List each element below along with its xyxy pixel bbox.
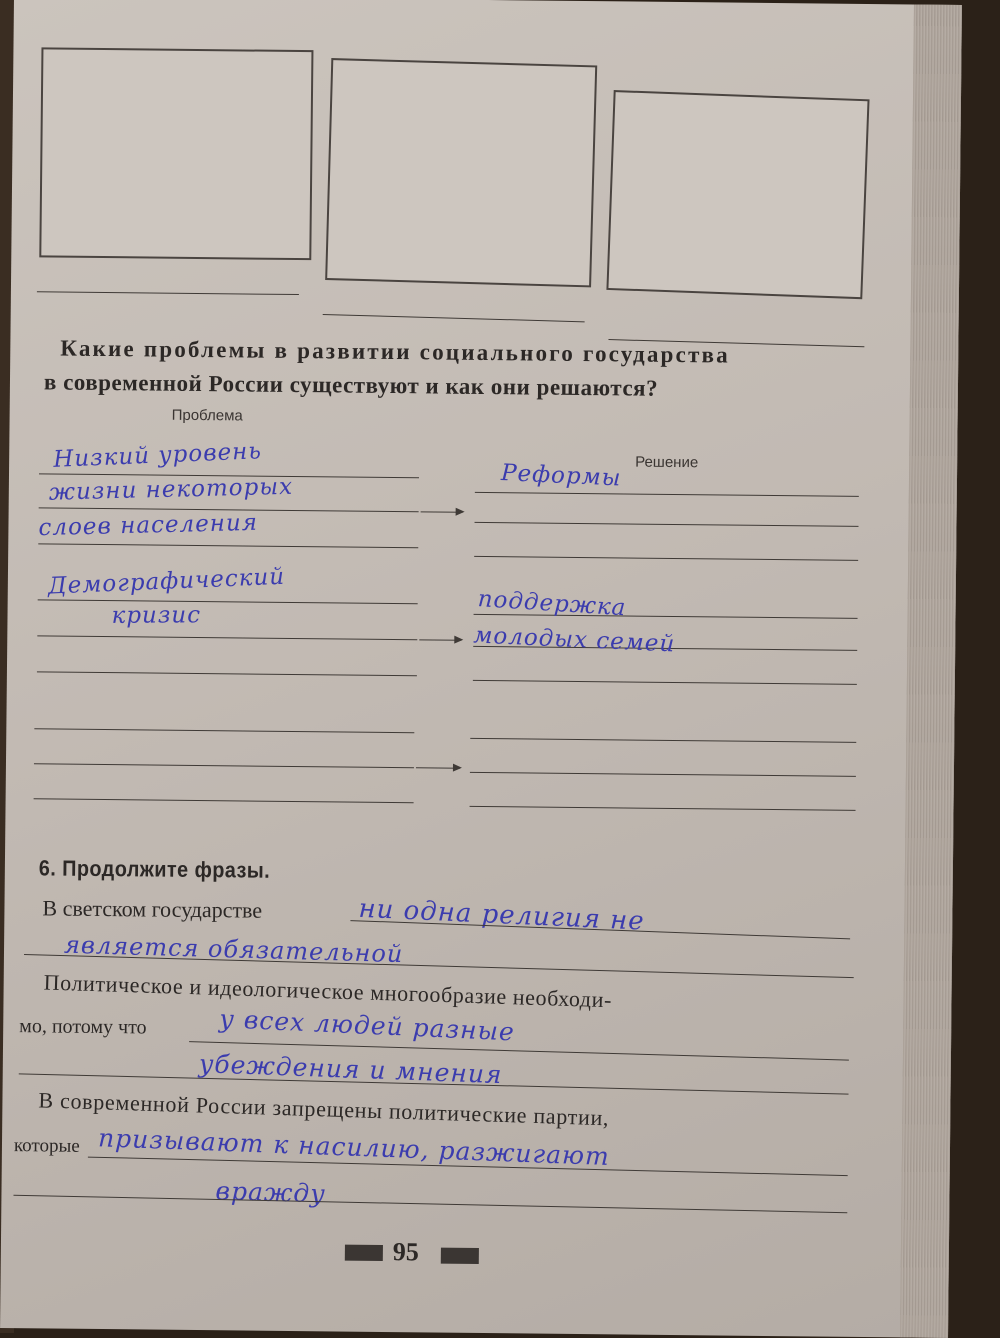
caption-line-1	[37, 291, 299, 295]
solution-line	[473, 680, 857, 685]
task6-answer-1-line-1: ни одна религия не	[357, 893, 646, 937]
picture-frame-3	[606, 90, 869, 299]
arrow-2	[419, 639, 461, 640]
task6-answer-1-line-2: является обязательной	[63, 930, 404, 969]
task6-answer-3-line-2: вражду	[215, 1176, 327, 1209]
task6-prompt-2-line-1: Политическое и идеологическое многообразие необходи-	[43, 969, 613, 1013]
problem-line	[34, 798, 414, 803]
arrow-1	[421, 511, 463, 512]
caption-line-2	[323, 314, 585, 322]
problem-line	[34, 728, 414, 733]
page-number-right-bar	[441, 1248, 479, 1264]
solution-2-line-2: молодых семей	[472, 622, 676, 658]
problem-line	[37, 671, 417, 676]
solution-line	[470, 806, 856, 811]
problem-2-line-2: кризис	[111, 602, 202, 629]
page-number: 95	[392, 1237, 420, 1267]
solution-1-line-1: Реформы	[500, 460, 623, 492]
problem-line	[38, 599, 418, 604]
problem-1-line-2: жизни некоторых	[48, 473, 294, 506]
solution-column-label: Решение	[635, 453, 699, 472]
solution-2-line-1: поддержка	[477, 586, 628, 622]
task6-answer-3-line-1: призывают к насилию, разжигают	[97, 1123, 611, 1172]
problem-column-label: Проблема	[171, 406, 243, 425]
solution-line	[474, 556, 858, 561]
question-line-1: Какие проблемы в развитии социального государства	[60, 335, 730, 368]
answer-line	[13, 1195, 847, 1213]
task6-prompt-2-line-2: мо, потому что	[19, 1015, 147, 1039]
solution-line	[470, 738, 856, 743]
task6-prompt-3-line-2: которые	[13, 1135, 80, 1157]
problem-1-line-3: слоев населения	[38, 509, 259, 542]
arrow-3	[416, 767, 460, 768]
problem-2-line-1: Демографический	[47, 563, 286, 600]
solution-line	[475, 522, 859, 527]
page-number-left-bar	[345, 1245, 383, 1261]
task6-answer-2-line-2: убеждения и мнения	[198, 1049, 504, 1090]
task6-prompt-1: В светском государстве	[42, 895, 263, 923]
problem-1-line-1: Низкий уровень	[52, 438, 263, 473]
problem-line	[37, 635, 417, 640]
task6-answer-2-line-1: у всех людей разные	[218, 1004, 516, 1047]
task6-prompt-3-line-1: В современной России запрещены политические партии,	[38, 1087, 610, 1131]
question-line-2: в современной России существуют и как они решаются?	[43, 369, 659, 401]
task6-title: 6. Продолжите фразы.	[38, 855, 271, 883]
page-stack-edge	[900, 4, 962, 1337]
picture-frame-2	[325, 58, 597, 287]
problem-line	[38, 543, 418, 548]
solution-line	[475, 492, 859, 497]
picture-frame-1	[39, 47, 313, 260]
solution-line	[470, 772, 856, 777]
problem-line	[34, 763, 414, 768]
